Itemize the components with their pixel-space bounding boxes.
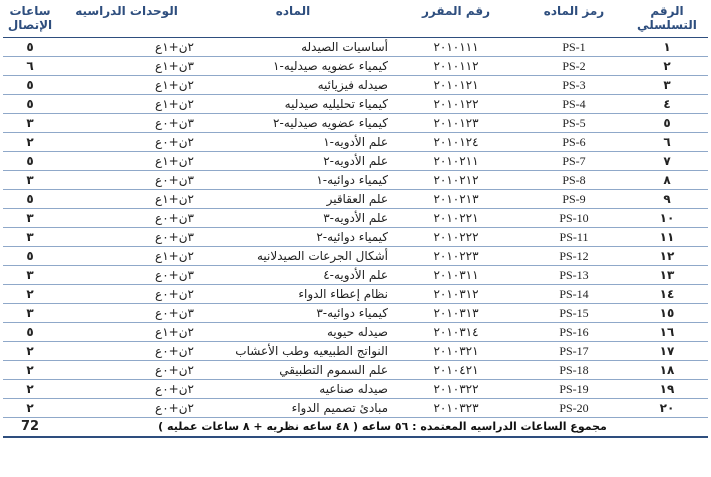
row-name: كيمياء عضويه صيدليه-١: [196, 57, 390, 76]
table-row: [3, 323, 708, 342]
row-units: ٢ن+١ع: [57, 323, 196, 342]
row-units: ٢ن+١ع: [57, 152, 196, 171]
row-seq: ١٢: [626, 247, 708, 266]
row-hours: ٢: [3, 133, 57, 152]
row-number: ٢٠١٠٣٢٢: [390, 380, 522, 399]
row-hours: ٣: [3, 304, 57, 323]
row-number: ٢٠١٠٣٢٣: [390, 399, 522, 418]
row-seq: ٦: [626, 133, 708, 152]
row-name: علم الأدويه-١: [196, 133, 390, 152]
row-number: ٢٠١٠٢٢٢: [390, 228, 522, 247]
row-code: PS-3: [522, 76, 626, 95]
row-hours: ٢: [3, 342, 57, 361]
table-row: [3, 114, 708, 133]
row-code: PS-4: [522, 95, 626, 114]
row-name: مبادئ تصميم الدواء: [196, 399, 390, 418]
row-seq: ١٨: [626, 361, 708, 380]
table-row: [3, 57, 708, 76]
row-number: ٢٠١٠٣٢١: [390, 342, 522, 361]
row-code: PS-14: [522, 285, 626, 304]
row-name: كيمياء عضويه صيدليه-٢: [196, 114, 390, 133]
row-number: ٢٠١٠٣١١: [390, 266, 522, 285]
row-code: PS-17: [522, 342, 626, 361]
row-name: كيمياء دوائيه-٢: [196, 228, 390, 247]
header-seq: الرقم التسلسلي: [637, 4, 697, 32]
row-seq: ٤: [626, 95, 708, 114]
row-code: PS-10: [522, 209, 626, 228]
row-seq: ٥: [626, 114, 708, 133]
row-name: صيدله صناعيه: [196, 380, 390, 399]
row-code: PS-15: [522, 304, 626, 323]
table-row: [3, 95, 708, 114]
row-code: PS-16: [522, 323, 626, 342]
table-row: [3, 342, 708, 361]
row-name: صيدله حيويه: [196, 323, 390, 342]
row-number: ٢٠١٠٢١٣: [390, 190, 522, 209]
row-name: علم الأدويه-٢: [196, 152, 390, 171]
row-seq: ١٠: [626, 209, 708, 228]
row-number: ٢٠١٠١١٢: [390, 57, 522, 76]
row-code: PS-9: [522, 190, 626, 209]
row-number: ٢٠١٠٢١١: [390, 152, 522, 171]
row-code: PS-7: [522, 152, 626, 171]
row-name: نظام إعطاء الدواء: [196, 285, 390, 304]
courses-table: [3, 4, 708, 438]
row-seq: ١٦: [626, 323, 708, 342]
row-units: ٢ن+٠ع: [57, 361, 196, 380]
row-hours: ٣: [3, 266, 57, 285]
row-code: PS-11: [522, 228, 626, 247]
row-number: ٢٠١٠٢١٢: [390, 171, 522, 190]
row-number: ٢٠١٠٢٢١: [390, 209, 522, 228]
row-units: ٢ن+١ع: [57, 76, 196, 95]
row-name: علم الأدويه-٣: [196, 209, 390, 228]
row-units: ٢ن+٠ع: [57, 133, 196, 152]
row-units: ٣ن+٠ع: [57, 171, 196, 190]
header-code: رمز الماده: [543, 4, 605, 18]
row-code: PS-5: [522, 114, 626, 133]
table-row: [3, 171, 708, 190]
row-number: ٢٠١٠١٢١: [390, 76, 522, 95]
row-name: علم الأدويه-٤: [196, 266, 390, 285]
row-number: ٢٠١٠٤٢١: [390, 361, 522, 380]
row-units: ٢ن+١ع: [57, 190, 196, 209]
table-row: [3, 133, 708, 152]
table-row: [3, 228, 708, 247]
row-units: ٣ن+٠ع: [57, 266, 196, 285]
row-units: ٣ن+١ع: [57, 57, 196, 76]
total-row: [3, 418, 708, 438]
total-hours: 72: [3, 418, 57, 438]
row-code: PS-2: [522, 57, 626, 76]
table-row: [3, 399, 708, 418]
row-units: ٣ن+٠ع: [57, 228, 196, 247]
row-hours: ٥: [3, 95, 57, 114]
row-number: ٢٠١٠١٢٤: [390, 133, 522, 152]
row-units: ٣ن+٠ع: [57, 114, 196, 133]
row-seq: ٩: [626, 190, 708, 209]
row-seq: ١٣: [626, 266, 708, 285]
table-row: [3, 304, 708, 323]
row-code: PS-18: [522, 361, 626, 380]
row-seq: ٨: [626, 171, 708, 190]
row-name: أشكال الجرعات الصيدلانيه: [196, 247, 390, 266]
row-hours: ٢: [3, 285, 57, 304]
row-units: ٣ن+٠ع: [57, 304, 196, 323]
row-name: علم السموم التطبيقي: [196, 361, 390, 380]
row-units: ٢ن+٠ع: [57, 285, 196, 304]
row-hours: ٢: [3, 399, 57, 418]
header-name: الماده: [275, 4, 311, 18]
row-number: ٢٠١٠١١١: [390, 38, 522, 57]
row-seq: ١٤: [626, 285, 708, 304]
row-seq: ١٩: [626, 380, 708, 399]
row-code: PS-12: [522, 247, 626, 266]
row-code: PS-1: [522, 38, 626, 57]
row-name: النواتج الطبيعيه وطب الأعشاب: [196, 342, 390, 361]
header-hours: ساعات الإتصال: [7, 4, 53, 32]
row-number: ٢٠١٠١٢٣: [390, 114, 522, 133]
row-hours: ٥: [3, 76, 57, 95]
row-hours: ٥: [3, 38, 57, 57]
row-name: علم العقاقير: [196, 190, 390, 209]
row-name: أساسيات الصيدله: [196, 38, 390, 57]
row-name: كيمياء دوائيه-١: [196, 171, 390, 190]
row-code: PS-19: [522, 380, 626, 399]
table-row: [3, 190, 708, 209]
table-body: [3, 38, 708, 438]
table-row: [3, 266, 708, 285]
row-seq: ٣: [626, 76, 708, 95]
row-number: ٢٠١٠٣١٤: [390, 323, 522, 342]
row-hours: ٥: [3, 247, 57, 266]
row-hours: ٥: [3, 190, 57, 209]
table-row: [3, 76, 708, 95]
header-row: [3, 4, 708, 38]
row-units: ٢ن+٠ع: [57, 380, 196, 399]
row-seq: ٢: [626, 57, 708, 76]
row-name: كيمياء دوائيه-٣: [196, 304, 390, 323]
row-code: PS-13: [522, 266, 626, 285]
row-seq: ١٧: [626, 342, 708, 361]
row-seq: ١: [626, 38, 708, 57]
table-row: [3, 38, 708, 57]
row-hours: ٥: [3, 323, 57, 342]
row-name: صيدله فيزيائيه: [196, 76, 390, 95]
row-units: ٢ن+٠ع: [57, 342, 196, 361]
table-row: [3, 152, 708, 171]
row-number: ٢٠١٠٣١٢: [390, 285, 522, 304]
table-row: [3, 380, 708, 399]
row-units: ٢ن+١ع: [57, 38, 196, 57]
table-row: [3, 361, 708, 380]
row-units: ٢ن+١ع: [57, 95, 196, 114]
row-hours: ٣: [3, 228, 57, 247]
row-hours: ٦: [3, 57, 57, 76]
row-seq: ١١: [626, 228, 708, 247]
row-hours: ٣: [3, 209, 57, 228]
row-number: ٢٠١٠١٢٢: [390, 95, 522, 114]
row-hours: ٥: [3, 152, 57, 171]
table-row: [3, 285, 708, 304]
row-code: PS-6: [522, 133, 626, 152]
header-number: رقم المقرر: [421, 4, 491, 18]
row-code: PS-8: [522, 171, 626, 190]
row-number: ٢٠١٠٣١٣: [390, 304, 522, 323]
row-units: ٢ن+١ع: [57, 247, 196, 266]
row-units: ٢ن+٠ع: [57, 399, 196, 418]
total-label: مجموع الساعات الدراسيه المعتمده : ٥٦ ساعه ( ٤٨ ساعه نظريه + ٨ ساعات عمليه ): [57, 418, 708, 438]
header-units: الوحدات الدراسيه: [75, 4, 178, 18]
row-hours: ٣: [3, 171, 57, 190]
table-row: [3, 209, 708, 228]
row-seq: ١٥: [626, 304, 708, 323]
row-seq: ٧: [626, 152, 708, 171]
row-hours: ٢: [3, 380, 57, 399]
row-seq: ٢٠: [626, 399, 708, 418]
row-hours: ٢: [3, 361, 57, 380]
row-units: ٣ن+٠ع: [57, 209, 196, 228]
row-code: PS-20: [522, 399, 626, 418]
table-row: [3, 247, 708, 266]
row-name: كيمياء تحليليه صيدليه: [196, 95, 390, 114]
row-number: ٢٠١٠٢٢٣: [390, 247, 522, 266]
row-hours: ٣: [3, 114, 57, 133]
